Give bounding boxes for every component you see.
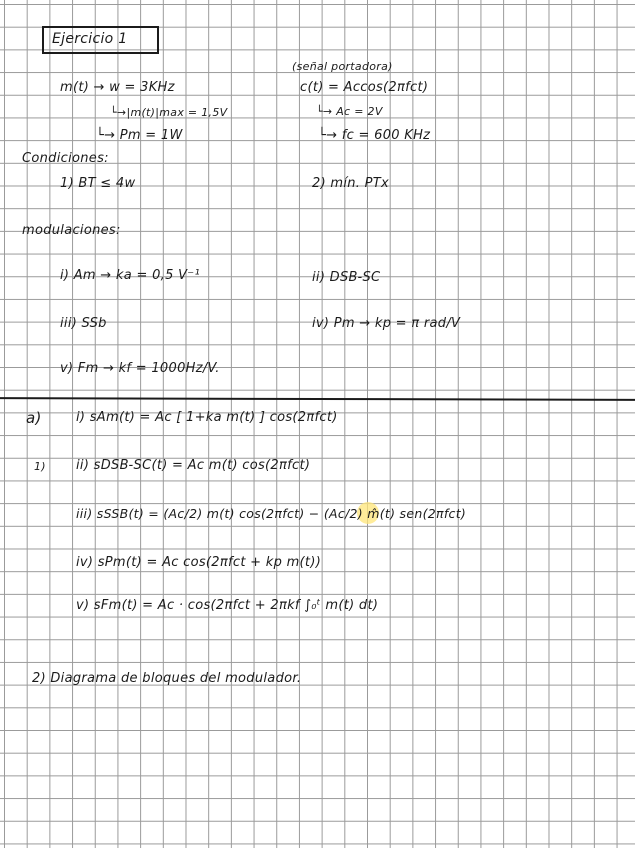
modulation-am: i) Am → ka = 0,5 V⁻¹ (60, 268, 200, 283)
condition-min-power: 2) mín. PTx (312, 176, 390, 191)
title-box (42, 26, 159, 54)
conditions-heading: Condiciones: (22, 151, 109, 166)
equation-am: i) sAm(t) = Ac [ 1+ka m(t) ] cos(2πfct) (76, 410, 338, 425)
carrier-equation: c(t) = Accos(2πfct) (300, 80, 429, 95)
page-title: Ejercicio 1 (52, 31, 128, 47)
modulation-pm: iv) Pm → kp = π rad/V (312, 316, 461, 331)
message-signal-line: m(t) → w = 3KHz (60, 80, 175, 95)
part-a-label: a) (26, 409, 42, 427)
carrier-amplitude-line: └→ Ac = 2V (316, 105, 383, 118)
condition-bandwidth: 1) BT ≤ 4w (60, 176, 136, 191)
modulation-ssb: iii) SSb (60, 316, 107, 331)
modulation-fm: v) Fm → kf = 1000Hz/V. (60, 361, 220, 376)
power-line: └→ Pm = 1W (96, 128, 183, 143)
carrier-label: (señal portadora) (292, 60, 393, 73)
section-divider (0, 397, 635, 401)
equation-fm: v) sFm(t) = Ac · cos(2πfct + 2πkf ∫₀ᵗ m(t) dt) (76, 598, 379, 613)
equation-pm: iv) sPm(t) = Ac cos(2πfct + kp m(t)) (76, 555, 322, 570)
max-amplitude-line: └→|m(t)|max = 1,5V (110, 106, 228, 119)
block-diagram-heading: 2) Diagrama de bloques del modulador. (32, 671, 302, 686)
step-1-label: 1) (34, 460, 46, 473)
equation-ssb: iii) sSSB(t) = (Ac/2) m(t) cos(2πfct) − (Ac/2) m̂(t) sen(2πfct) (76, 506, 467, 521)
modulations-heading: modulaciones: (22, 223, 121, 238)
modulation-dsbsc: ii) DSB-SC (312, 270, 381, 285)
equation-dsbsc: ii) sDSB-SC(t) = Ac m(t) cos(2πfct) (76, 458, 311, 473)
carrier-frequency-line: └→ fc = 600 KHz (318, 128, 431, 143)
